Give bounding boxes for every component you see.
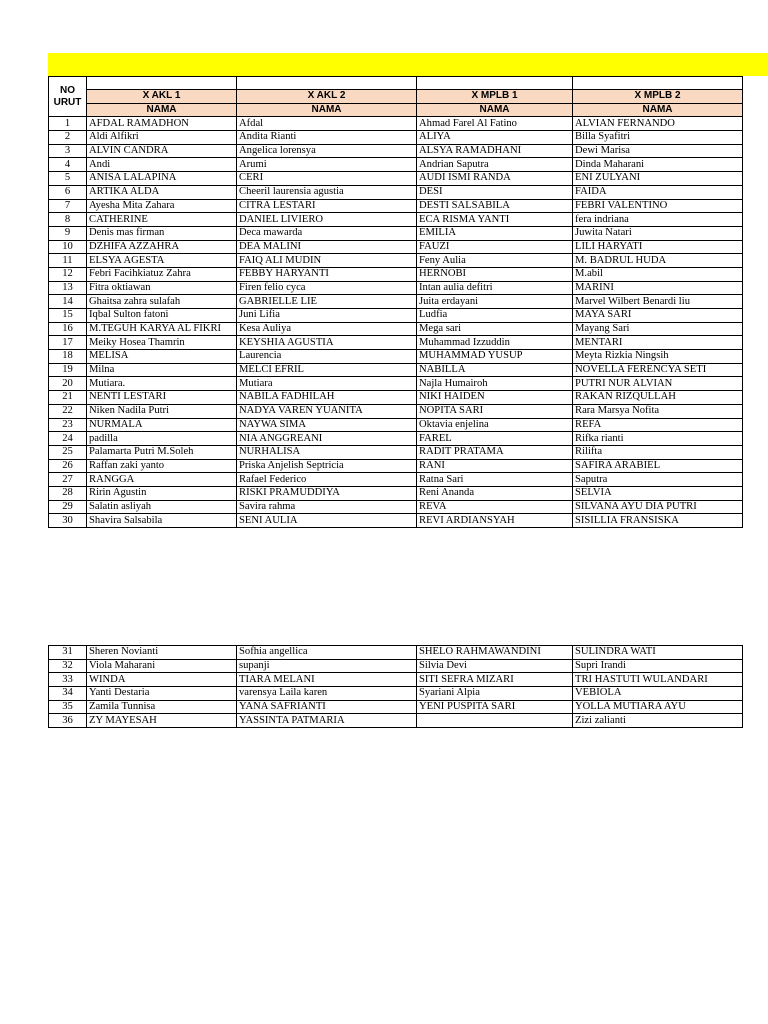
- student-name-cell: Feny Aulia: [417, 254, 573, 268]
- student-name-cell: Afdal: [237, 117, 417, 131]
- row-number-cell: 12: [49, 267, 87, 281]
- student-name-cell: Milna: [87, 363, 237, 377]
- table-row: [49, 309, 743, 323]
- student-name-cell: PUTRI NUR ALVIAN: [573, 377, 743, 391]
- row-number-cell: 32: [49, 659, 87, 673]
- nama-header: NAMA: [87, 103, 237, 117]
- table-row: [49, 473, 743, 487]
- student-name-cell: MAYA SARI: [573, 309, 743, 323]
- student-name-cell: SULINDRA WATI: [573, 646, 743, 660]
- table-row: [49, 432, 743, 446]
- student-name-cell: REVI ARDIANSYAH: [417, 514, 573, 528]
- row-number-cell: 11: [49, 254, 87, 268]
- student-table-continued: [48, 645, 743, 728]
- student-name-cell: ALSYA RAMADHANI: [417, 144, 573, 158]
- student-name-cell: ALVIN CANDRA: [87, 144, 237, 158]
- student-name-cell: YENI PUSPITA SARI: [417, 700, 573, 714]
- row-number-cell: 8: [49, 213, 87, 227]
- row-number-cell: 13: [49, 281, 87, 295]
- student-name-cell: Ratna Sari: [417, 473, 573, 487]
- student-name-cell: Zizi zalianti: [573, 714, 743, 728]
- student-name-cell: CATHERINE: [87, 213, 237, 227]
- row-number-cell: 21: [49, 391, 87, 405]
- row-number-cell: 1: [49, 117, 87, 131]
- student-name-cell: NAYWA SIMA: [237, 418, 417, 432]
- student-name-cell: Sofhia angellica: [237, 646, 417, 660]
- student-name-cell: MELCI EFRIL: [237, 363, 417, 377]
- row-number-cell: 14: [49, 295, 87, 309]
- student-name-cell: Mega sari: [417, 322, 573, 336]
- row-number-cell: 6: [49, 185, 87, 199]
- table-row: [49, 350, 743, 364]
- student-name-cell: NIKI HAIDEN: [417, 391, 573, 405]
- title-highlight-band: [48, 53, 768, 76]
- table-row: [49, 117, 743, 131]
- table-row: [49, 172, 743, 186]
- student-name-cell: Silvia Devi: [417, 659, 573, 673]
- student-name-cell: [417, 714, 573, 728]
- student-name-cell: YANA SAFRIANTI: [237, 700, 417, 714]
- table-row: [49, 404, 743, 418]
- row-number-cell: 29: [49, 500, 87, 514]
- student-name-cell: SILVANA AYU DIA PUTRI: [573, 500, 743, 514]
- student-name-cell: ENI ZULYANI: [573, 172, 743, 186]
- student-name-cell: YOLLA MUTIARA AYU: [573, 700, 743, 714]
- student-name-cell: DZHIFA AZZAHRA: [87, 240, 237, 254]
- student-name-cell: NOPITA SARI: [417, 404, 573, 418]
- student-name-cell: FAUZI: [417, 240, 573, 254]
- student-name-cell: SITI SEFRA MIZARI: [417, 673, 573, 687]
- student-name-cell: RAKAN RIZQULLAH: [573, 391, 743, 405]
- table-row: [49, 240, 743, 254]
- student-name-cell: SISILLIA FRANSISKA: [573, 514, 743, 528]
- student-name-cell: Mutiara: [237, 377, 417, 391]
- table-row: [49, 418, 743, 432]
- class-header: X MPLB 1: [417, 90, 573, 104]
- table-row: [49, 254, 743, 268]
- row-number-cell: 24: [49, 432, 87, 446]
- student-name-cell: Mutiara.: [87, 377, 237, 391]
- table-row: [49, 213, 743, 227]
- student-name-cell: padilla: [87, 432, 237, 446]
- student-name-cell: Savira rahma: [237, 500, 417, 514]
- student-name-cell: TIARA MELANI: [237, 673, 417, 687]
- table-row: [49, 199, 743, 213]
- table-row: [49, 714, 743, 728]
- student-name-cell: Reni Ananda: [417, 486, 573, 500]
- student-name-cell: M. BADRUL HUDA: [573, 254, 743, 268]
- student-name-cell: GABRIELLE LIE: [237, 295, 417, 309]
- table-row: [49, 673, 743, 687]
- student-name-cell: DESTI SALSABILA: [417, 199, 573, 213]
- row-number-cell: 20: [49, 377, 87, 391]
- row-number-cell: 31: [49, 646, 87, 660]
- no-urut-header: NO URUT: [49, 77, 87, 117]
- student-name-cell: M.TEGUH KARYA AL FIKRI: [87, 322, 237, 336]
- student-name-cell: fera indriana: [573, 213, 743, 227]
- student-name-cell: Rara Marsya Nofita: [573, 404, 743, 418]
- class-header: X MPLB 2: [573, 90, 743, 104]
- student-name-cell: DANIEL LIVIERO: [237, 213, 417, 227]
- student-name-cell: Firen felio cyca: [237, 281, 417, 295]
- nama-header: NAMA: [573, 103, 743, 117]
- student-name-cell: Febri Facihkiatuz Zahra: [87, 267, 237, 281]
- row-number-cell: 17: [49, 336, 87, 350]
- student-name-cell: Palamarta Putri M.Soleh: [87, 445, 237, 459]
- row-number-cell: 27: [49, 473, 87, 487]
- table-row: [49, 131, 743, 145]
- student-name-cell: FAIDA: [573, 185, 743, 199]
- student-name-cell: DESI: [417, 185, 573, 199]
- class-header-row: [49, 90, 743, 104]
- student-name-cell: Andrian Saputra: [417, 158, 573, 172]
- student-name-cell: Fitra oktiawan: [87, 281, 237, 295]
- student-name-cell: Laurencia: [237, 350, 417, 364]
- row-number-cell: 2: [49, 131, 87, 145]
- row-number-cell: 18: [49, 350, 87, 364]
- student-name-cell: Intan aulia defitri: [417, 281, 573, 295]
- student-name-cell: CITRA LESTARI: [237, 199, 417, 213]
- row-number-cell: 15: [49, 309, 87, 323]
- student-name-cell: NABILLA: [417, 363, 573, 377]
- student-name-cell: ALIYA: [417, 131, 573, 145]
- student-name-cell: VEBIOLA: [573, 687, 743, 701]
- row-number-cell: 16: [49, 322, 87, 336]
- row-number-cell: 28: [49, 486, 87, 500]
- student-name-cell: MUHAMMAD YUSUP: [417, 350, 573, 364]
- student-name-cell: ELSYA AGESTA: [87, 254, 237, 268]
- table-row: [49, 185, 743, 199]
- student-name-cell: SENI AULIA: [237, 514, 417, 528]
- student-name-cell: LILI HARYATI: [573, 240, 743, 254]
- student-name-cell: FEBBY HARYANTI: [237, 267, 417, 281]
- student-name-cell: NIA ANGGREANI: [237, 432, 417, 446]
- class-header: X AKL 2: [237, 90, 417, 104]
- student-name-cell: TRI HASTUTI WULANDARI: [573, 673, 743, 687]
- nama-header: NAMA: [417, 103, 573, 117]
- student-name-cell: Juita erdayani: [417, 295, 573, 309]
- table-row: [49, 486, 743, 500]
- student-name-cell: Ahmad Farel Al Fatino: [417, 117, 573, 131]
- student-name-cell: Shavira Salsabila: [87, 514, 237, 528]
- student-name-cell: AFDAL RAMADHON: [87, 117, 237, 131]
- table-row: [49, 281, 743, 295]
- student-table-main: [48, 76, 743, 528]
- student-name-cell: NABILA FADHILAH: [237, 391, 417, 405]
- student-name-cell: M.abil: [573, 267, 743, 281]
- table-row: [49, 158, 743, 172]
- student-name-cell: FEBRI VALENTINO: [573, 199, 743, 213]
- row-number-cell: 36: [49, 714, 87, 728]
- table-row: [49, 500, 743, 514]
- student-name-cell: RADIT PRATAMA: [417, 445, 573, 459]
- student-name-cell: NADYA VAREN YUANITA: [237, 404, 417, 418]
- student-name-cell: RANGGA: [87, 473, 237, 487]
- student-name-cell: WINDA: [87, 673, 237, 687]
- student-name-cell: Supri Irandi: [573, 659, 743, 673]
- row-number-cell: 19: [49, 363, 87, 377]
- row-number-cell: 4: [49, 158, 87, 172]
- row-number-cell: 30: [49, 514, 87, 528]
- student-name-cell: Meyta Rizkia Ningsih: [573, 350, 743, 364]
- student-name-cell: Aldi Alfikri: [87, 131, 237, 145]
- student-name-cell: Mayang Sari: [573, 322, 743, 336]
- nama-header-row: [49, 103, 743, 117]
- row-number-cell: 9: [49, 226, 87, 240]
- row-number-cell: 33: [49, 673, 87, 687]
- student-name-cell: Rifka rianti: [573, 432, 743, 446]
- student-name-cell: Ririn Agustin: [87, 486, 237, 500]
- table-row: [49, 336, 743, 350]
- table-row: [49, 144, 743, 158]
- table-row: [49, 459, 743, 473]
- row-number-cell: 7: [49, 199, 87, 213]
- student-name-cell: Zamila Tunnisa: [87, 700, 237, 714]
- student-name-cell: Ghaitsa zahra sulafah: [87, 295, 237, 309]
- student-name-cell: Oktavia enjelina: [417, 418, 573, 432]
- student-name-cell: SHELO RAHMAWANDINI: [417, 646, 573, 660]
- table-row: [49, 700, 743, 714]
- student-name-cell: Najla Humairoh: [417, 377, 573, 391]
- student-name-cell: HERNOBI: [417, 267, 573, 281]
- student-name-cell: Salatin asliyah: [87, 500, 237, 514]
- student-name-cell: Rafael Federico: [237, 473, 417, 487]
- student-name-cell: Muhammad Izzuddin: [417, 336, 573, 350]
- table-row: [49, 391, 743, 405]
- student-name-cell: Dinda Maharani: [573, 158, 743, 172]
- student-name-cell: varensya Laila karen: [237, 687, 417, 701]
- row-number-cell: 23: [49, 418, 87, 432]
- student-name-cell: REVA: [417, 500, 573, 514]
- student-name-cell: NENTI LESTARI: [87, 391, 237, 405]
- student-name-cell: ECA RISMA YANTI: [417, 213, 573, 227]
- student-name-cell: CERI: [237, 172, 417, 186]
- table-row: [49, 295, 743, 309]
- table-row: [49, 363, 743, 377]
- row-number-cell: 25: [49, 445, 87, 459]
- student-name-cell: Rilifta: [573, 445, 743, 459]
- student-name-cell: YASSINTA PATMARIA: [237, 714, 417, 728]
- student-name-cell: Yanti Destaria: [87, 687, 237, 701]
- student-name-cell: Sheren Novianti: [87, 646, 237, 660]
- student-name-cell: ALVIAN FERNANDO: [573, 117, 743, 131]
- student-name-cell: MENTARI: [573, 336, 743, 350]
- student-name-cell: Cheeril laurensia agustia: [237, 185, 417, 199]
- row-number-cell: 26: [49, 459, 87, 473]
- student-name-cell: MARINI: [573, 281, 743, 295]
- student-name-cell: DEA MALINI: [237, 240, 417, 254]
- student-name-cell: supanji: [237, 659, 417, 673]
- table-row: [49, 267, 743, 281]
- student-name-cell: NURMALA: [87, 418, 237, 432]
- student-name-cell: RANI: [417, 459, 573, 473]
- student-name-cell: SELVIA: [573, 486, 743, 500]
- row-number-cell: 34: [49, 687, 87, 701]
- student-name-cell: NOVELLA FERENCYA SETI: [573, 363, 743, 377]
- student-name-cell: Andi: [87, 158, 237, 172]
- header-spacer-row: [49, 77, 743, 90]
- student-name-cell: Ayesha Mita Zahara: [87, 199, 237, 213]
- student-name-cell: FAIQ ALI MUDIN: [237, 254, 417, 268]
- table-row: [49, 514, 743, 528]
- student-name-cell: ZY MAYESAH: [87, 714, 237, 728]
- table-row: [49, 646, 743, 660]
- student-name-cell: EMILIA: [417, 226, 573, 240]
- student-name-cell: Arumi: [237, 158, 417, 172]
- student-name-cell: FAREL: [417, 432, 573, 446]
- table-row: [49, 322, 743, 336]
- student-name-cell: Juni Lifia: [237, 309, 417, 323]
- table-row: [49, 377, 743, 391]
- student-name-cell: NURHALISA: [237, 445, 417, 459]
- student-name-cell: RISKI PRAMUDDIYA: [237, 486, 417, 500]
- table-row: [49, 226, 743, 240]
- student-name-cell: ARTIKA ALDA: [87, 185, 237, 199]
- table-row: [49, 687, 743, 701]
- student-name-cell: Saputra: [573, 473, 743, 487]
- student-name-cell: Raffan zaki yanto: [87, 459, 237, 473]
- student-name-cell: Andita Rianti: [237, 131, 417, 145]
- table-row: [49, 445, 743, 459]
- student-name-cell: Juwita Natari: [573, 226, 743, 240]
- student-name-cell: Priska Anjelish Septricia: [237, 459, 417, 473]
- student-name-cell: Ludfia: [417, 309, 573, 323]
- student-name-cell: Niken Nadila Putri: [87, 404, 237, 418]
- student-name-cell: Meiky Hosea Thamrin: [87, 336, 237, 350]
- class-header: X AKL 1: [87, 90, 237, 104]
- student-name-cell: AUDI ISMI RANDA: [417, 172, 573, 186]
- student-name-cell: Iqbal Sulton fatoni: [87, 309, 237, 323]
- student-name-cell: Syariani Alpia: [417, 687, 573, 701]
- student-name-cell: Denis mas firman: [87, 226, 237, 240]
- row-number-cell: 35: [49, 700, 87, 714]
- row-number-cell: 5: [49, 172, 87, 186]
- student-name-cell: REFA: [573, 418, 743, 432]
- row-number-cell: 3: [49, 144, 87, 158]
- row-number-cell: 10: [49, 240, 87, 254]
- nama-header: NAMA: [237, 103, 417, 117]
- student-name-cell: Marvel Wilbert Benardi liu: [573, 295, 743, 309]
- table-row: [49, 659, 743, 673]
- student-name-cell: SAFIRA ARABIEL: [573, 459, 743, 473]
- student-name-cell: Viola Maharani: [87, 659, 237, 673]
- student-name-cell: KEYSHIA AGUSTIA: [237, 336, 417, 350]
- student-name-cell: Dewi Marisa: [573, 144, 743, 158]
- student-name-cell: ANISA LALAPINA: [87, 172, 237, 186]
- student-name-cell: MELISA: [87, 350, 237, 364]
- row-number-cell: 22: [49, 404, 87, 418]
- student-name-cell: Deca mawarda: [237, 226, 417, 240]
- student-name-cell: Billa Syafitri: [573, 131, 743, 145]
- student-name-cell: Kesa Auliya: [237, 322, 417, 336]
- student-name-cell: Angelica lorensya: [237, 144, 417, 158]
